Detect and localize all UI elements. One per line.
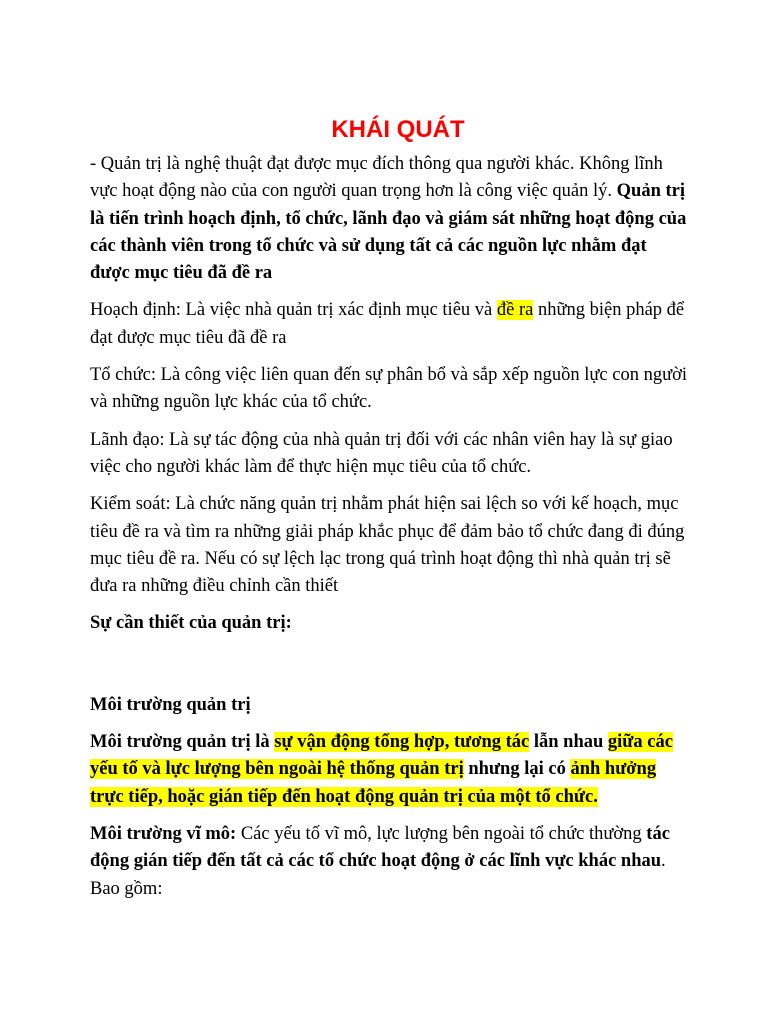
macro-bold-text: tác động gián tiếp đến tất cả các tổ chức hoạt động ở các lĩnh vực khác nhau xyxy=(90,823,670,872)
planning-text-1: Hoạch định: Là việc nhà quản trị xác định mục tiêu và xyxy=(90,300,497,321)
controlling-paragraph: Kiểm soát: Là chức năng quản trị nhằm phát hiện sai lệch so với kế hoạch, mục tiêu đề ra và tìm ra những giải pháp khắc phục để đảm bảo tổ chức đang đi đúng mục tiêu đề ra. Nếu có sự lệch lạc trong quá trình hoạt động thì nhà quản trị sẽ đưa ra những điều chỉnh cần thiết xyxy=(90,494,685,597)
page-title: KHÁI QUÁT xyxy=(331,116,465,143)
planning-text-2: những biện pháp để đạt được mục tiêu đã đề ra xyxy=(90,300,685,348)
macro-text-2: . Bao gồm: xyxy=(90,851,666,899)
env-def-highlight-1: sự vận động tổng hợp, tương tác xyxy=(274,732,530,753)
planning-paragraph xyxy=(90,297,688,352)
env-def-text-2: lẫn nhau xyxy=(529,732,608,753)
macro-text-1: Các yếu tố vĩ mô, lực lượng bên ngoài tổ chức thường xyxy=(236,823,647,844)
env-def-text-3: nhưng lại có xyxy=(463,759,571,780)
planning-highlight: đề ra xyxy=(496,300,534,321)
env-def-highlight-2: giữa các yếu tố và lực lượng bên ngoài hệ thống quản trị xyxy=(90,732,673,780)
organizing-paragraph: Tổ chức: Là công việc liên quan đến sự phân bổ và sắp xếp nguồn lực con người và những nguồn lực khác của tổ chức. xyxy=(90,365,688,413)
intro-definition: Quản trị là tiến trình hoạch định, tổ chức, lãnh đạo và giám sát những hoạt động của các thành viên trong tổ chức và sử dụng tất cả các nguồn lực nhằm đạt được mục tiêu đã đề ra xyxy=(90,181,687,284)
environment-heading xyxy=(90,692,688,719)
necessity-heading xyxy=(90,610,688,637)
leading-paragraph: Lãnh đạo: Là sự tác động của nhà quản trị đối với các nhân viên hay là sự giao việc cho người khác làm để thực hiện mục tiêu của tổ chức. xyxy=(90,429,673,477)
macro-label: Môi trường vĩ mô: xyxy=(90,823,237,844)
blank-space xyxy=(90,648,688,692)
necessity-heading-text: Sự cần thiết của quản trị: xyxy=(90,613,292,634)
environment-heading-text: Môi trường quản trị xyxy=(90,694,251,715)
macro-environment-paragraph xyxy=(90,821,688,903)
environment-definition xyxy=(90,729,688,811)
env-def-text-1: Môi trường quản trị là xyxy=(90,732,275,753)
intro-text: - Quản trị là nghệ thuật đạt được mục đích thông qua người khác. Không lĩnh vực hoạt động nào của con người quan trọng hơn là công việc quản lý. xyxy=(90,154,663,202)
intro-paragraph xyxy=(90,151,688,287)
env-def-highlight-3: ảnh hưởng trực tiếp, hoặc gián tiếp đến hoạt động quản trị của một tổ chức. xyxy=(90,759,657,807)
